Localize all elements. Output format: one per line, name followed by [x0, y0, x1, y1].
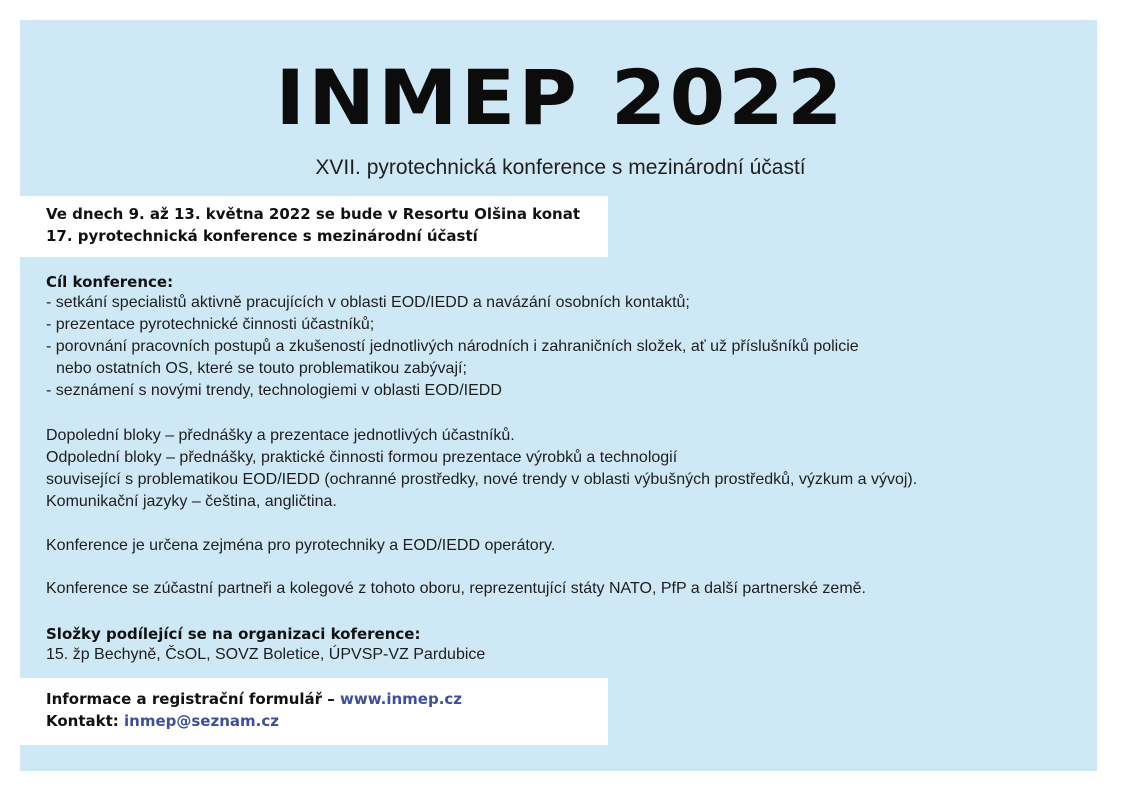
- program-afternoon: Odpolední bloky – přednášky, praktické činnosti formou prezentace výrobků a technologií: [46, 449, 678, 466]
- goal-item-3-continued: nebo ostatních OS, které se touto problematikou zabývají;: [56, 360, 467, 377]
- program-languages: Komunikační jazyky – čeština, angličtina.: [46, 493, 337, 510]
- info-label: Informace a registrační formulář –: [46, 690, 341, 708]
- email-link[interactable]: inmep@seznam.cz: [124, 712, 279, 730]
- goals-heading: Cíl konference:: [46, 273, 174, 291]
- page-title: INMEP 2022: [275, 53, 846, 142]
- organizers-list: 15. žp Bechyně, ČsOL, SOVZ Boletice, ÚPVSP-VZ Pardubice: [46, 646, 486, 663]
- intro-line-1: Ve dnech 9. až 13. května 2022 se bude v Resortu Olšina konat: [46, 205, 581, 223]
- goal-item-3: - porovnání pracovních postupů a zkušeností jednotlivých národních i zahraničních složek, ať už příslušníků policie: [46, 338, 859, 355]
- contact-line: [46, 711, 279, 731]
- info-line: [46, 689, 462, 709]
- goal-item-4: - seznámení s novými trendy, technologiemi v oblasti EOD/IEDD: [46, 382, 502, 399]
- program-afternoon-continued: související s problematikou EOD/IEDD (ochranné prostředky, nové trendy v oblasti výbušných prostředků, výzkum a vývoj).: [46, 471, 918, 488]
- organizers-heading: Složky podílející se na organizaci koference:: [46, 625, 421, 643]
- audience-text: Konference je určena zejména pro pyrotechniky a EOD/IEDD operátory.: [46, 537, 556, 554]
- goal-item-1: - setkání specialistů aktivně pracujících v oblasti EOD/IEDD a navázání osobních kontaktů;: [46, 294, 690, 311]
- intro-line-2: 17. pyrotechnická konference s mezinárodní účastí: [46, 227, 478, 245]
- partners-text: Konference se zúčastní partneři a kolegové z tohoto oboru, reprezentující státy NATO, PfP a další partnerské země.: [46, 580, 866, 597]
- program-morning: Dopolední bloky – přednášky a prezentace jednotlivých účastníků.: [46, 427, 515, 444]
- goal-item-2: - prezentace pyrotechnické činnosti účastníků;: [46, 316, 375, 333]
- website-link[interactable]: www.inmep.cz: [340, 690, 463, 708]
- contact-label: Kontakt:: [46, 712, 125, 730]
- page-subtitle: XVII. pyrotechnická konference s mezinárodní účastí: [315, 156, 806, 179]
